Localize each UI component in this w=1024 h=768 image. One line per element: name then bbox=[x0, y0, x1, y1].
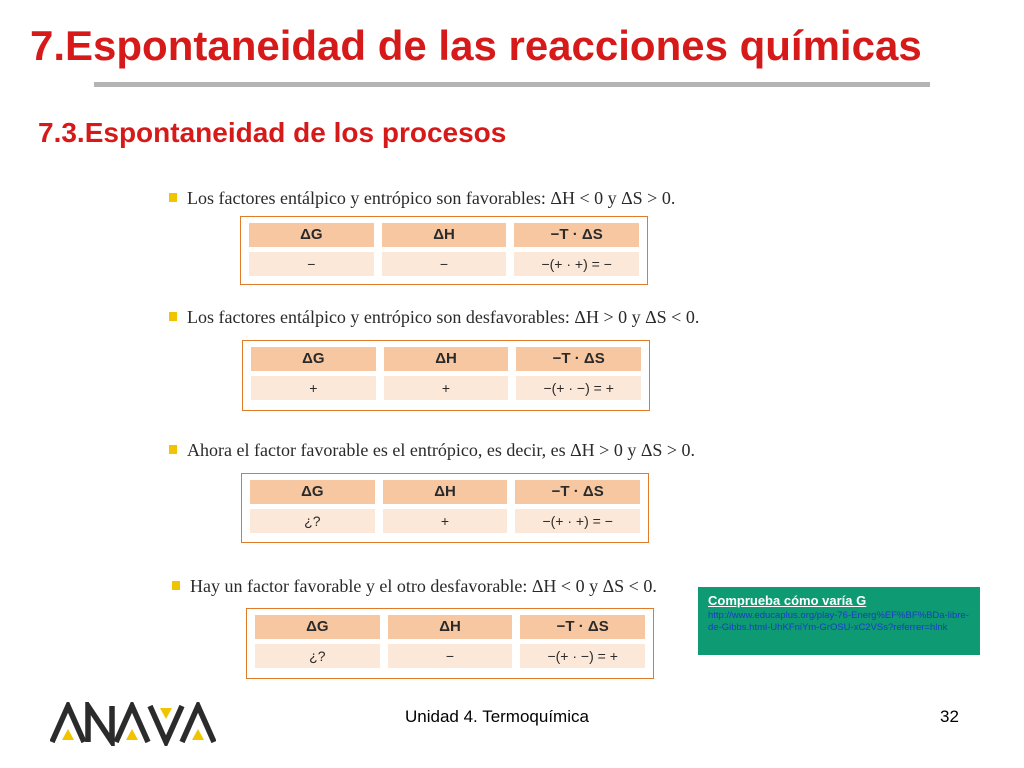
gibbs-link-url[interactable]: http://www.educaplus.org/play-76-Energ%EF%BF%BDa-libre-de-Gibbs.html-UhKFniYm-GrOSU-xC2VSs?referrer=hlnk bbox=[708, 610, 969, 633]
delta-g-header: ΔG bbox=[249, 223, 374, 247]
case-2-heading-text: Los factores entálpico y entrópico son desfavorables: ΔH > 0 y ΔS < 0. bbox=[187, 307, 700, 327]
bullet-icon bbox=[169, 445, 177, 454]
t-delta-s-value: −(+ · −) = + bbox=[516, 376, 641, 400]
bullet-icon bbox=[169, 193, 177, 202]
delta-h-header: ΔH bbox=[388, 615, 513, 639]
case-3 bbox=[167, 438, 727, 529]
case-2-header-row bbox=[251, 347, 641, 371]
case-2-value-row bbox=[251, 376, 641, 400]
bullet-icon bbox=[172, 581, 180, 590]
t-delta-s-value: −(+ · +) = − bbox=[515, 509, 640, 533]
case-4 bbox=[170, 574, 690, 664]
case-3-header-row bbox=[250, 480, 640, 504]
delta-g-value: + bbox=[251, 376, 376, 400]
delta-g-header: ΔG bbox=[251, 347, 376, 371]
case-1-heading bbox=[167, 186, 676, 210]
delta-h-value: − bbox=[382, 252, 507, 276]
delta-h-value: + bbox=[383, 509, 508, 533]
case-2-heading bbox=[167, 305, 727, 329]
t-delta-s-header: −T · ΔS bbox=[520, 615, 645, 639]
delta-h-value: − bbox=[388, 644, 513, 668]
footer-unit-label: Unidad 4. Termoquímica bbox=[405, 707, 589, 726]
title-underline bbox=[94, 82, 930, 87]
case-4-table bbox=[246, 608, 654, 679]
delta-g-header: ΔG bbox=[255, 615, 380, 639]
delta-h-value: + bbox=[384, 376, 509, 400]
case-3-table bbox=[241, 473, 649, 543]
t-delta-s-value: −(+ · −) = + bbox=[520, 644, 645, 668]
delta-h-header: ΔH bbox=[382, 223, 507, 247]
case-1-heading-text: Los factores entálpico y entrópico son favorables: ΔH < 0 y ΔS > 0. bbox=[187, 188, 676, 208]
slide-subtitle: 7.3.Espontaneidad de los procesos bbox=[38, 117, 507, 148]
case-1 bbox=[167, 186, 676, 272]
case-4-value-row bbox=[255, 644, 645, 668]
case-3-heading bbox=[167, 438, 727, 462]
case-4-heading bbox=[170, 574, 690, 598]
slide-title: 7.Espontaneidad de las reacciones químicas bbox=[30, 22, 922, 69]
case-2-table bbox=[242, 340, 650, 411]
case-2 bbox=[167, 305, 727, 396]
case-3-value-row bbox=[250, 509, 640, 533]
gibbs-link-title[interactable]: Comprueba cómo varía G bbox=[708, 593, 867, 608]
t-delta-s-header: −T · ΔS bbox=[515, 480, 640, 504]
case-3-heading-text: Ahora el factor favorable es el entrópico, es decir, es ΔH > 0 y ΔS > 0. bbox=[187, 440, 696, 460]
case-4-header-row bbox=[255, 615, 645, 639]
t-delta-s-value: −(+ · +) = − bbox=[514, 252, 639, 276]
case-4-heading-text: Hay un factor favorable y el otro desfavorable: ΔH < 0 y ΔS < 0. bbox=[190, 576, 657, 596]
delta-g-header: ΔG bbox=[250, 480, 375, 504]
delta-g-value: ¿? bbox=[255, 644, 380, 668]
delta-h-header: ΔH bbox=[383, 480, 508, 504]
t-delta-s-header: −T · ΔS bbox=[514, 223, 639, 247]
case-1-table bbox=[240, 216, 648, 285]
t-delta-s-header: −T · ΔS bbox=[516, 347, 641, 371]
page-number: 32 bbox=[940, 707, 959, 726]
delta-g-value: ¿? bbox=[250, 509, 375, 533]
anaya-logo bbox=[50, 702, 216, 746]
case-1-value-row bbox=[249, 252, 639, 276]
bullet-icon bbox=[169, 312, 177, 321]
delta-g-value: − bbox=[249, 252, 374, 276]
delta-h-header: ΔH bbox=[384, 347, 509, 371]
gibbs-link-box bbox=[698, 587, 980, 655]
case-1-header-row bbox=[249, 223, 639, 247]
